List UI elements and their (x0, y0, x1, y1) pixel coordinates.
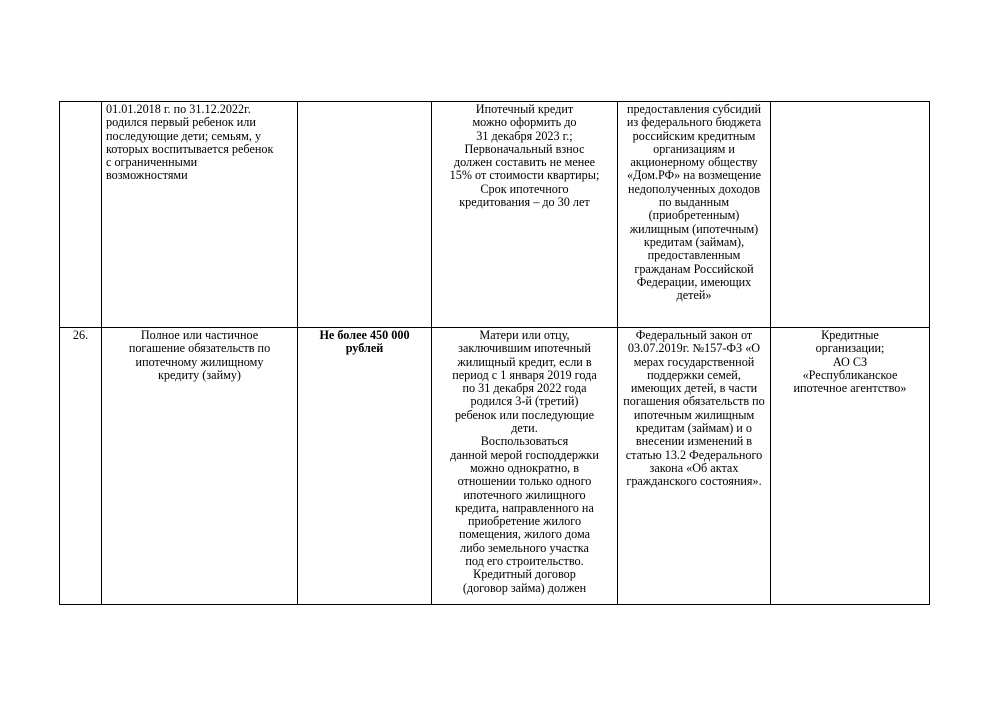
measure-text: Полное или частичное погашение обязательств по ипотечному жилищному кредиту (займу) (128, 328, 271, 382)
organization-cell (771, 328, 930, 605)
organization-cell (771, 102, 930, 328)
recipient-text: 01.01.2018 г. по 31.12.2022г. родился первый ребенок или последующие дети; семьям, у которых воспитывается ребенок с ограниченными возможностями (106, 102, 274, 183)
legal-basis-cell (618, 328, 771, 605)
row-number-cell (60, 102, 102, 328)
recipient-cell (102, 102, 298, 328)
amount-cell (298, 102, 432, 328)
legal-basis-cell (618, 102, 771, 328)
conditions-cell (432, 102, 618, 328)
amount-cell (298, 328, 432, 605)
conditions-text: Матери или отцу, заключившим ипотечный жилищный кредит, если в период с 1 января 2019 года по 31 декабря 2022 года родился 3-й (третий) ребенок или последующие дети. Воспользоваться данной мерой господдержки можно однократно, в отношении только одного ипотечного жилищного кредита, направленного на приобретение жилого помещения, жилого дома либо земельного участка под его строительство. Кредитный договор (договор займа) должен (450, 328, 599, 595)
conditions-cell (432, 328, 618, 605)
legal-basis-text: Федеральный закон от 03.07.2019г. №157-ФЗ «О мерах государственной поддержки семей, имеющих детей, в части погашения обязательств по ипотечным жилищным кредитам (займам) и о внесении изменений в статью 13.2 Федерального закона «Об актах гражданского состояния». (623, 328, 765, 489)
measure-cell (102, 328, 298, 605)
conditions-text: Ипотечный кредит можно оформить до 31 декабря 2023 г.; Первоначальный взнос должен составить не менее 15% от стоимости квартиры; Срок ипотечного кредитования – до 30 лет (449, 102, 600, 210)
legal-basis-text: предоставления субсидий из федерального бюджета российским кредитным организациям и акционерному обществу «Дом.РФ» на возмещение недополученных доходов по выданным (приобретенным) жилищным (ипотечным) кредитам (займам), предоставленным гражданам Российской Федерации, имеющих детей» (626, 102, 762, 303)
amount-text: Не более 450 000 рублей (319, 328, 410, 356)
table-row (60, 102, 930, 328)
benefits-table (59, 101, 930, 605)
organization-text: Кредитные организации; АО СЗ «Республиканское ипотечное агентство» (793, 328, 907, 396)
table-row (60, 328, 930, 605)
row-number: 26. (72, 328, 89, 342)
row-number-cell (60, 328, 102, 605)
